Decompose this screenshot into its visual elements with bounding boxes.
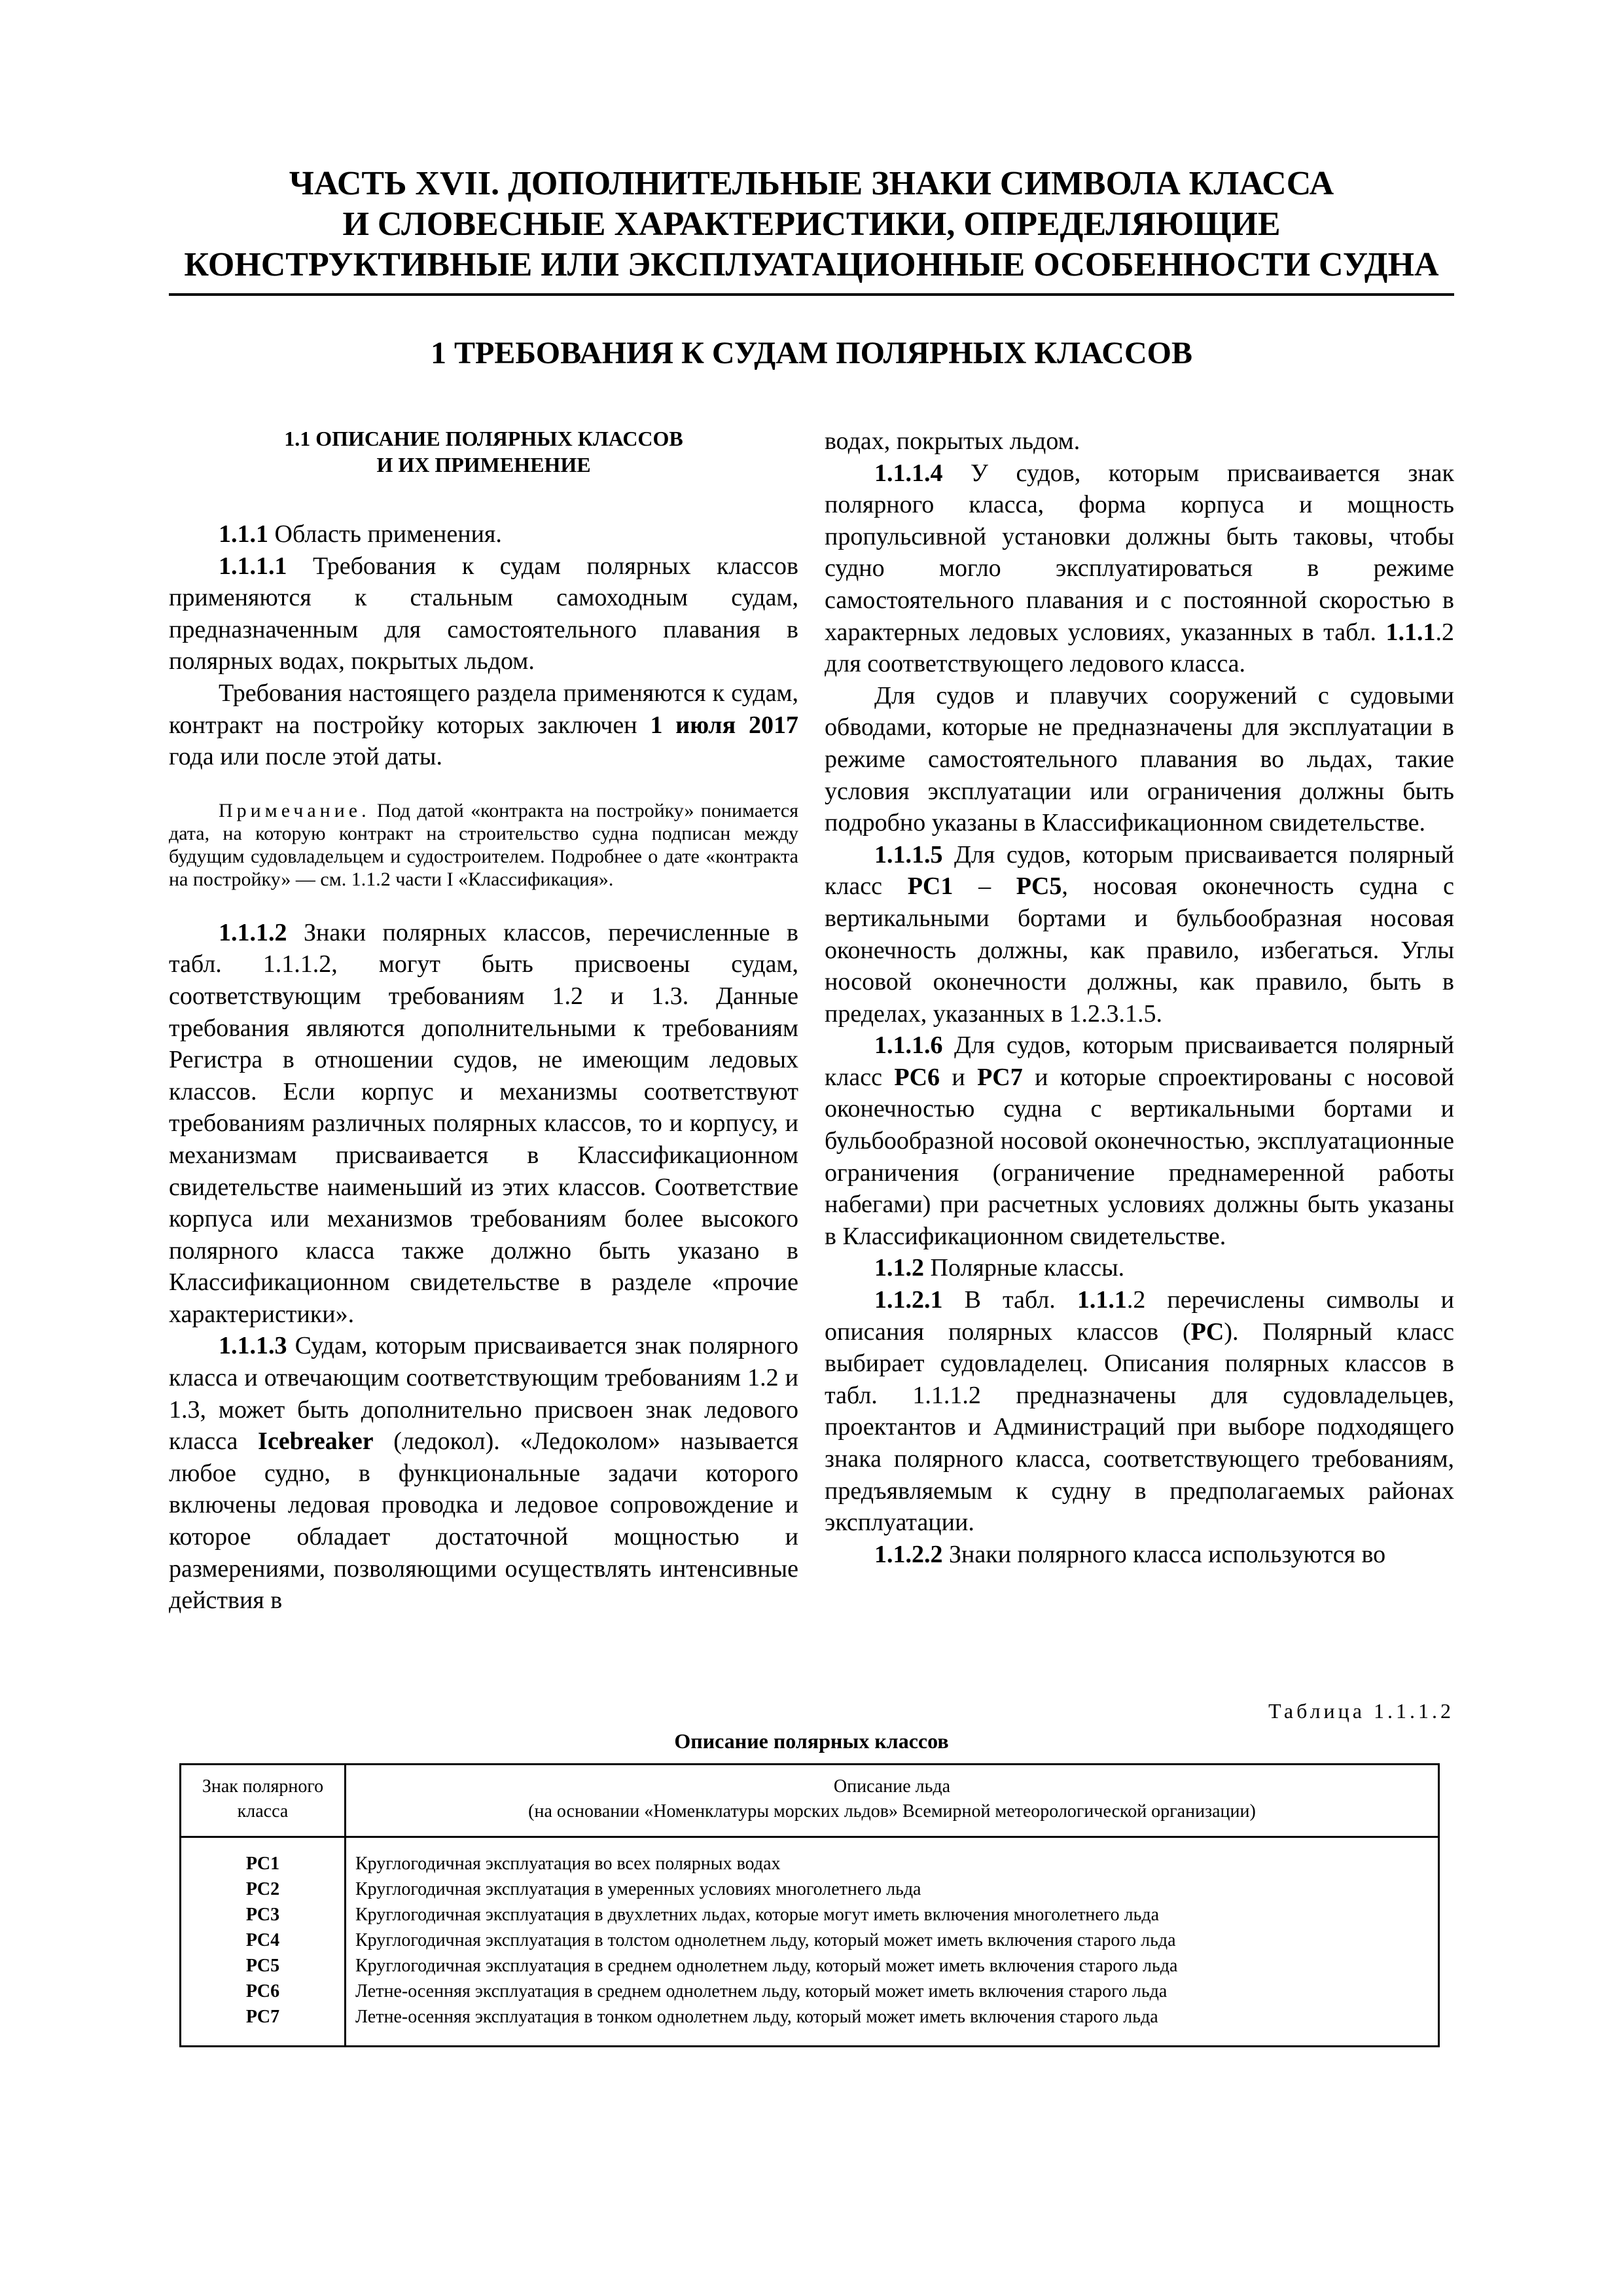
table-title: Описание полярных классов	[674, 1729, 949, 1753]
paragraph-1-1-2	[825, 1252, 1454, 1284]
paragraph-text: года или после этой даты.	[169, 743, 442, 771]
paragraph-text: Для судов, которым присваивается полярный класс	[825, 840, 1454, 901]
note-text: Под датой «контракта на постройку» понимается дата, на которую контракт на строительство судна подписан между будущим судовладельцем и судостроителем. Подробнее о дате «контракта на постройку» — см. 1.1.2 части I «Классификация».	[169, 799, 798, 890]
paragraph-text: .2 перечислены символы и описания полярных классов (	[825, 1286, 1454, 1346]
table-cell-description: Круглогодичная эксплуатация в двухлетних льдах, которые могут иметь включения многолетнего льда	[355, 1905, 1160, 1925]
header-ice-description-note: (на основании «Номенклатуры морских льдов» Всемирной метеорологической организации)	[528, 1801, 1256, 1821]
table-cell-description: Летне-осенняя эксплуатация в среднем однолетнем льду, который может иметь включения старого льда	[355, 1981, 1168, 2001]
paragraph-number: 1.1.1.4	[874, 459, 943, 487]
table-cell-description: Летне-осенняя эксплуатация в тонком однолетнем льду, который может иметь включения старого льда	[355, 2007, 1158, 2027]
paragraph-floating-structures: Для судов и плавучих сооружений с судовыми обводами, которые не предназначены для эксплуатации в режиме самостоятельного плавания во льдах, такие условия эксплуатации или ограничения должны быть подробно указаны в Классификационном свидетельстве.	[825, 681, 1454, 837]
paragraph-text: Знаки полярного класса используются во	[942, 1540, 1386, 1568]
paragraph-1-1-1-1	[169, 550, 798, 677]
paragraph-text: Для судов, которым присваивается полярный класс	[825, 1031, 1454, 1091]
paragraph-text: В табл.	[942, 1286, 1077, 1314]
paragraph-text: У судов, которым присваивается знак полярного класса, форма корпуса и мощность пропульсивной установки должны быть таковы, чтобы судно могло эксплуатироваться в режиме самостоятельного плавания и с постоянной скоростью в характерных ледовых условиях, указанных в табл.	[825, 459, 1454, 646]
paragraph-text: Судам, которым присваивается знак полярного класса и отвечающим соответствующим требованиям 1.2 и 1.3, может быть дополнительно присвоен знак ледового класса	[169, 1332, 798, 1456]
class-mark: PC	[1190, 1318, 1224, 1346]
paragraph-text: Требования настоящего раздела применяются к судам, контракт на постройку которых заключен	[169, 679, 798, 739]
table-cell-description: Круглогодичная эксплуатация в умеренных условиях многолетнего льда	[355, 1879, 921, 1899]
table-header	[181, 1765, 1438, 1838]
date-text: 1 июля 2017	[650, 711, 798, 739]
paragraph-1-1-1	[169, 518, 798, 550]
paragraph-number: 1.1.1.3	[219, 1332, 287, 1360]
class-code-column	[181, 1838, 346, 2045]
table-cell-class: PC1	[245, 1854, 280, 1874]
table-caption: Таблица 1.1.1.2	[1268, 1699, 1454, 1723]
table-cell-class: PC5	[245, 1956, 280, 1976]
paragraph-text: Знаки полярных классов, перечисленные в табл. 1.1.1.2, могут быть присвоены судам, соответствующим требованиям 1.2 и 1.3. Данные требования являются дополнительными к требованиям Регистра в отношении судов, не имеющим ледовых классов. Если корпус и механизмы соответствуют требованиям различных полярных классов, то и корпусу, и механизмам присваивается в Классификационном свидетельстве наименьший из этих классов. Соответствие корпуса или механизмов требованиям более высокого полярного класса также должно быть указано в Классификационном свидетельстве в разделе «прочие характеристики».	[169, 918, 798, 1328]
paragraph-scope	[169, 677, 798, 773]
dash: –	[953, 872, 1016, 901]
paragraph-1-1-1-6	[825, 1030, 1454, 1252]
note	[169, 799, 798, 891]
paragraph-text: (ледокол). «Ледоколом» называется любое судно, в функциональные задачи которого включены ледовая проводка и ледовое сопровождение и которое обладает достаточной мощностью и размерениями, позволяющими осуществлять интенсивные действия в	[169, 1427, 799, 1615]
paragraph-text: ). Полярный класс выбирает судовладелец. Описания полярных классов в табл. 1.1.1.2 предназначены для судовладельцев, проектантов и Администраций при выборе подходящего знака полярного класса, соответствующего требованиям, предъявляемым к судну в предполагаемых районах эксплуатации.	[825, 1318, 1454, 1537]
part-title	[169, 164, 1454, 285]
paragraph-continuation: водах, покрытых льдом.	[825, 427, 1080, 455]
paragraph-1-1-2-1	[825, 1284, 1454, 1539]
paragraph-number: 1.1.2.2	[874, 1540, 943, 1568]
table-body	[181, 1838, 1438, 2045]
paragraph-number: 1.1.1.1	[219, 552, 287, 580]
paragraph-text: Полярные классы.	[924, 1254, 1125, 1282]
paragraph-number: 1.1.1.5	[874, 840, 943, 869]
subsection-title-line-1: 1.1 ОПИСАНИЕ ПОЛЯРНЫХ КЛАССОВ	[284, 427, 683, 450]
paragraph-1-1-1-3	[169, 1330, 798, 1616]
right-column	[825, 425, 1454, 1570]
paragraph-text: Требования к судам полярных классов применяются к стальным самоходным судам, предназначенным для самостоятельного плавания в полярных водах, покрытых льдом.	[169, 552, 798, 675]
subsection-title	[169, 425, 798, 478]
title-divider	[169, 293, 1454, 296]
left-column	[169, 425, 798, 1617]
table-cell-class: PC4	[245, 1930, 280, 1950]
class-mark: PC1	[907, 872, 954, 901]
paragraph-1-1-1-4	[825, 457, 1454, 680]
table-reference: 1.1.1	[1077, 1286, 1127, 1314]
paragraph-text: Область применения.	[268, 520, 502, 548]
table-cell-class: PC6	[245, 1981, 280, 2001]
paragraph-text: .2 для соответствующего ледового класса.	[825, 618, 1454, 678]
paragraph-1-1-1-5	[825, 839, 1454, 1030]
table-cell-class: PC3	[245, 1905, 280, 1925]
note-label: Примечание.	[219, 799, 370, 821]
table-cell-description: Круглогодичная эксплуатация во всех полярных водах	[355, 1854, 781, 1874]
paragraph-number: 1.1.2.1	[874, 1286, 943, 1314]
paragraph-number: 1.1.2	[874, 1254, 924, 1282]
description-column	[346, 1838, 1438, 2045]
table-cell-description: Круглогодичная эксплуатация в среднем однолетнем льду, который может иметь включения старого льда	[355, 1956, 1178, 1976]
part-title-line-1: ЧАСТЬ XVII. ДОПОЛНИТЕЛЬНЫЕ ЗНАКИ СИМВОЛА КЛАССА	[289, 165, 1334, 202]
class-mark: PC5	[1016, 872, 1062, 901]
paragraph-number: 1.1.1.2	[219, 918, 287, 946]
polar-classes-table	[179, 1763, 1440, 2047]
part-title-line-3: КОНСТРУКТИВНЫЕ ИЛИ ЭКСПЛУАТАЦИОННЫЕ ОСОБЕННОСТИ СУДНА	[184, 246, 1439, 283]
paragraph-1-1-1-2	[169, 917, 798, 1331]
header-class-mark: Знак полярного класса	[181, 1765, 346, 1836]
class-mark: PC7	[977, 1063, 1023, 1091]
paragraph-text: и которые спроектированы с носовой оконечностью судна с вертикальными бортами и бульбообразной носовой оконечностью, эксплуатационные ограничения (ограничение преднамеренной работы набегами) при расчетных условиях должны быть указаны в Классификационном свидетельстве.	[825, 1063, 1454, 1250]
conjunction: и	[940, 1063, 978, 1091]
class-mark: PC6	[894, 1063, 940, 1091]
table-cell-class: PC7	[245, 2007, 280, 2027]
part-title-line-2: И СЛОВЕСНЫЕ ХАРАКТЕРИСТИКИ, ОПРЕДЕЛЯЮЩИЕ	[342, 206, 1281, 243]
table-cell-class: PC2	[245, 1879, 280, 1899]
class-mark-icebreaker: Icebreaker	[258, 1427, 374, 1456]
header-ice-description	[346, 1765, 1438, 1836]
header-ice-description-title: Описание льда	[833, 1776, 951, 1797]
section-title: 1 ТРЕБОВАНИЯ К СУДАМ ПОЛЯРНЫХ КЛАССОВ	[431, 336, 1192, 370]
table-reference: 1.1.1	[1385, 618, 1436, 646]
paragraph-text: , носовая оконечность судна с вертикальными бортами и бульбообразная носовая оконечность должны, как правило, избегаться. Углы носовой оконечности должны, как правило, быть в пределах, указанных в 1.2.3.1.5.	[825, 872, 1454, 1028]
paragraph-number: 1.1.1.6	[874, 1031, 943, 1060]
subsection-title-line-2: И ИХ ПРИМЕНЕНИЕ	[376, 453, 591, 476]
table-cell-description: Круглогодичная эксплуатация в толстом однолетнем льду, который может иметь включения старого льда	[355, 1930, 1176, 1950]
paragraph-1-1-2-2	[825, 1539, 1454, 1571]
paragraph-number: 1.1.1	[219, 520, 268, 548]
